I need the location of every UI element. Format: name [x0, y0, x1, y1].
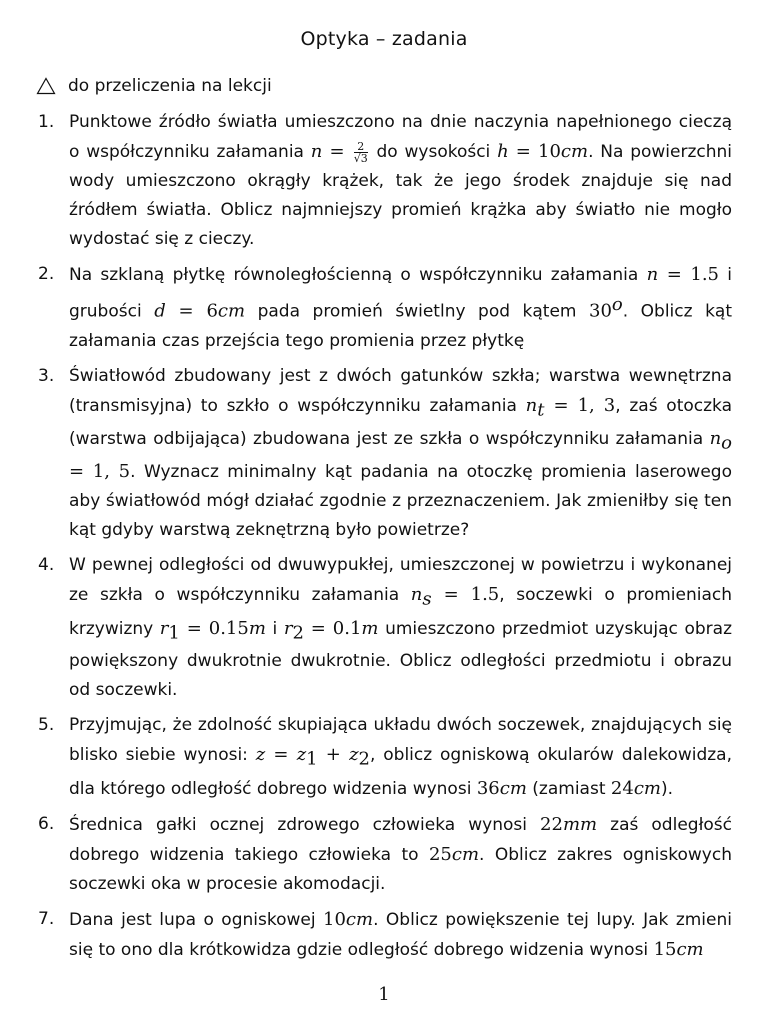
- page-number: 1: [378, 984, 390, 1005]
- legend-text: do przeliczenia na lekcji: [68, 76, 272, 96]
- problem-number: 5.: [38, 715, 55, 736]
- problem-list: [0, 108, 768, 971]
- problem-text: Średnica gałki ocznej zdrowego człowieka wynosi 22mm zaś odległość dobrego widzenia takiego człowieka to 25cm. Oblicz zakres ogniskowych soczewki oka w procesie akomodacji.: [69, 813, 733, 894]
- triangle-outline-icon: [36, 77, 56, 95]
- problem-number: 1.: [38, 112, 55, 132]
- problem-item: [0, 711, 732, 803]
- legend: [36, 76, 272, 96]
- problem-item: [0, 260, 732, 356]
- problem-text: Dana jest lupa o ogniskowej 10cm. Oblicz powiększenie tej lupy. Jak zmieni się to ono dla krótkowidza gdzie odległość dobrego widzenia wynosi 15cm: [69, 908, 732, 960]
- problem-text: Na szklaną płytkę równoległościenną o współczynniku załamania n = 1.5 i grubości d = 6cm pada promień świetlny pod kątem 30$^o$. Oblicz kąt załamania czas przejścia tego promienia przez płytkę: [69, 264, 732, 351]
- problem-number: 3.: [38, 365, 55, 386]
- problem-number: 4.: [38, 555, 55, 576]
- problem-number: 6.: [38, 813, 55, 834]
- problem-text: Punktowe źródło światła umieszczono na dnie naczynia napełnionego cieczą o współczynniku załamania n = $\frac{2}{√3}$ do wysokości h = 10cm. Na powierzchni wody umieszczono okrągły krążek, tak że jego środek znajduje się nad źródłem światła. Oblicz najmniejszy promień krążka aby światło nie mogło wydostać się z cieczy.: [69, 112, 733, 249]
- problem-text: Przyjmując, że zdolność skupiająca układu dwóch soczewek, znajdujących się blisko siebie wynosi: $z = z_1 + z_2$, oblicz ogniskową okularów dalekowidza, dla którego odległość dobrego widzenia wynosi 36cm (zamiast 24cm).: [69, 715, 732, 799]
- problem-item: [0, 551, 732, 705]
- problem-text: W pewnej odległości od dwuwypukłej, umieszczonej w powietrzu i wykonanej ze szkła o współczynniku załamania $n_s = 1.5$, soczewki o promieniach krzywizny $r_1 = 0.15m$ i $r_2 = 0.1m$ umieszczono przedmiot uzyskując obraz powiększony dwukrotnie dwukrotnie. Oblicz odległości przedmiotu i obrazu od soczewki.: [69, 555, 733, 701]
- problem-item: [0, 362, 732, 546]
- problem-text: Światłowód zbudowany jest z dwóch gatunków szkła; warstwa wewnętrzna (transmisyjna) to szkło o współczynniku załamania $n_t = 1$, 3, zaś otoczka (warstwa odbijająca) zbudowana jest ze szkła o współczynniku załamania $n_o = 1$, 5. Wyznacz minimalny kąt padania na otoczkę promienia laserowego aby światłowód mógł działać zgodnie z przeznaczeniem. Jak zmieniłby się ten kąt gdyby warstwą zeknętrzną było powietrze?: [69, 365, 732, 541]
- page-title: Optyka – zadania: [300, 28, 468, 50]
- problem-item: [0, 810, 732, 899]
- fraction: $\frac{2}{√3}$: [353, 139, 368, 165]
- problem-number: 7.: [38, 908, 55, 929]
- problem-item: [0, 905, 732, 965]
- problem-item: [0, 108, 732, 254]
- problem-number: 2.: [38, 264, 55, 284]
